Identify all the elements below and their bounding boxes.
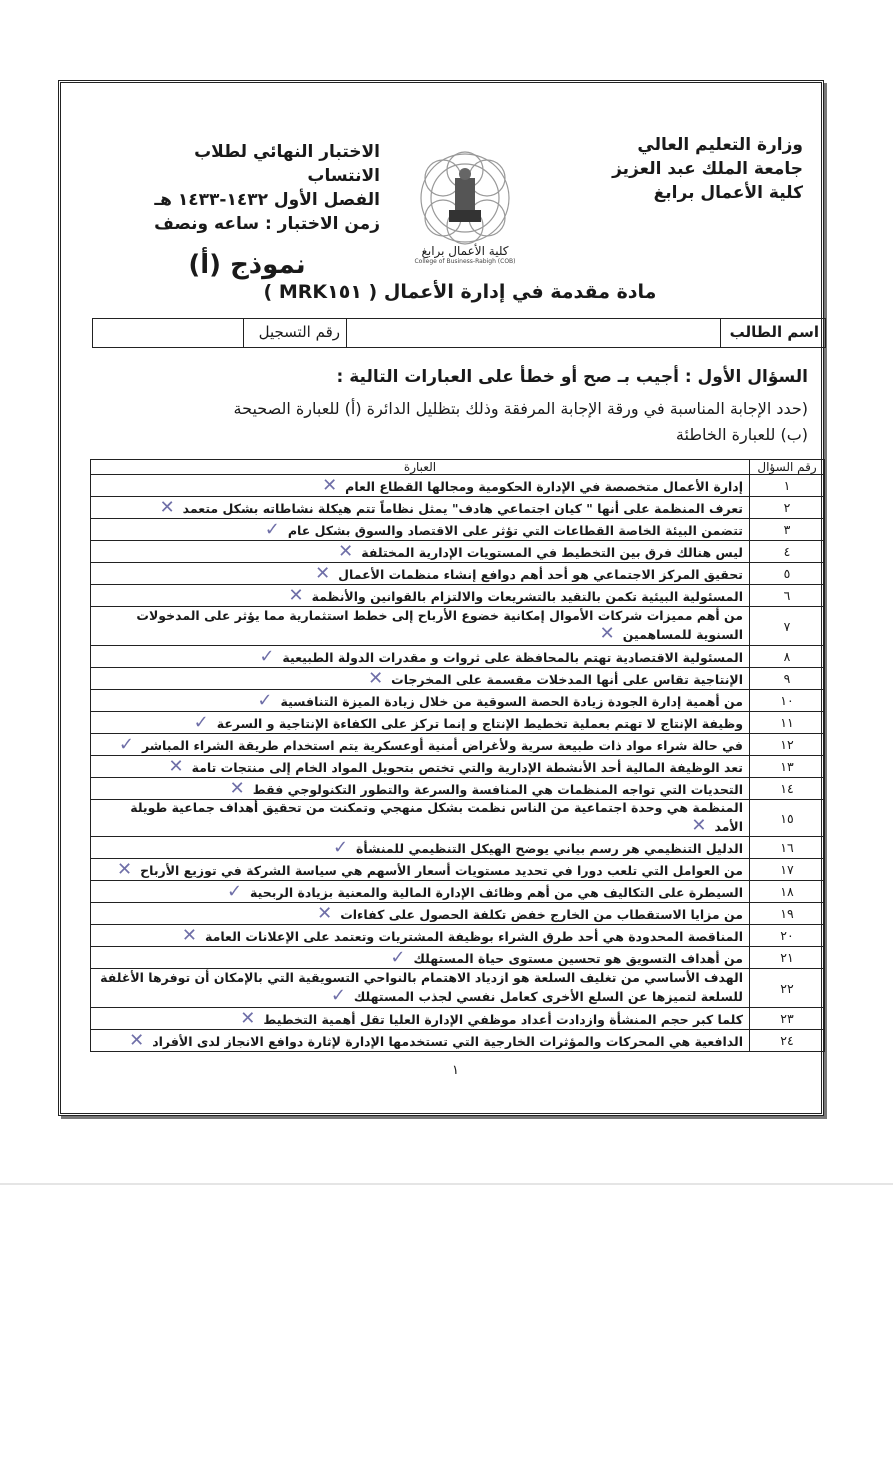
question-text-cell (91, 881, 750, 903)
check-mark-icon: ✓ (257, 690, 273, 711)
cross-mark-icon: ✕ (240, 1008, 256, 1029)
question-number: ٢١ (750, 947, 825, 969)
exam-semester: الفصل الأول ١٤٣٢-١٤٣٣ هـ (154, 190, 380, 210)
exam-header (120, 140, 380, 236)
question-instructions (108, 396, 808, 448)
question-text-cell (91, 646, 750, 668)
registration-label: رقم التسجيل (243, 319, 346, 347)
table-row (91, 541, 825, 563)
question-text: من العوامل التي تلعب دورا في تحديد مستويات أسعار الأسهم هي سياسة الشركة في توزيع الأرباح (140, 863, 743, 878)
logo-caption-arabic: كلية الأعمال برابغ (421, 244, 509, 258)
cross-mark-icon: ✕ (322, 475, 338, 496)
question-number: ٥ (750, 563, 825, 585)
table-row (91, 1008, 825, 1030)
instruction-line-2: (ب) للعبارة الخاطئة (675, 425, 808, 444)
question-text-cell (91, 837, 750, 859)
cross-mark-icon: ✕ (181, 925, 198, 946)
table-row (91, 646, 825, 668)
question-text-cell (91, 1008, 750, 1030)
cross-mark-icon: ✕ (599, 623, 615, 644)
exam-title: الاختبار النهائي لطلاب الانتساب (194, 142, 380, 186)
questions-table (90, 459, 825, 1052)
cross-mark-icon: ✕ (338, 541, 354, 562)
question-number: ١٠ (750, 690, 825, 712)
table-row (91, 607, 825, 646)
question-number: ١٢ (750, 734, 825, 756)
cross-mark-icon: ✕ (229, 778, 245, 799)
table-row (91, 1030, 825, 1052)
question-text-cell (91, 497, 750, 519)
check-mark-icon: ✓ (264, 519, 280, 540)
question-text-cell (91, 859, 750, 881)
table-row (91, 778, 825, 800)
check-mark-icon: ✓ (332, 837, 349, 858)
question-number: ٩ (750, 668, 825, 690)
table-row (91, 475, 825, 497)
question-number: ١٦ (750, 837, 825, 859)
question-text: في حالة شراء مواد ذات طبيعة سرية ولأغراض أمنية أوعسكرية يتم استخدام طريقة الشراء المباشر (141, 738, 743, 753)
registration-field[interactable] (93, 319, 243, 347)
table-row (91, 800, 825, 837)
question-text: تعرف المنظمة على أنها " كيان اجتماعي هادف" يمثل نظاماً تتم هيكلة نشاطاته بشكل متعمد (182, 501, 743, 516)
question-text: كلما كبر حجم المنشأة وازدادت أعداد موظفي الإدارة العليا تقل أهمية التخطيط (263, 1012, 743, 1027)
table-row (91, 563, 825, 585)
table-row (91, 881, 825, 903)
table-row (91, 756, 825, 778)
exam-model: نموذج (أ) (188, 250, 306, 280)
cross-mark-icon: ✕ (117, 859, 133, 880)
question-number: ٦ (750, 585, 825, 607)
question-text: من أهم مميزات شركات الأموال إمكانية خضوع الأرباح إلى خطط استثمارية مما يؤثر على المدخولات السنوية للمساهمين (136, 608, 743, 642)
table-row (91, 668, 825, 690)
table-row (91, 925, 825, 947)
logo-caption (395, 244, 535, 265)
cross-mark-icon: ✕ (317, 903, 333, 924)
student-name-field[interactable] (346, 319, 720, 347)
cross-mark-icon: ✕ (168, 756, 184, 777)
question-title: السؤال الأول : أجيب بـ صح أو خطأ على العبارات التالية : (336, 367, 808, 387)
question-text: تعد الوظيفة المالية أحد الأنشطة الإدارية والتي تختص بتحويل المواد الخام إلى منتجات تامة (191, 760, 743, 775)
course-title: مادة مقدمة في إدارة الأعمال ( MRK١٥١ ) (263, 281, 657, 303)
check-mark-icon: ✓ (330, 985, 346, 1006)
table-row (91, 734, 825, 756)
table-row (91, 712, 825, 734)
question-text: تحقيق المركز الاجتماعي هو أحد أهم دوافع إنشاء منظمات الأعمال (338, 567, 743, 582)
question-number: ١٤ (750, 778, 825, 800)
question-number: ٢ (750, 497, 825, 519)
question-number: ٢٠ (750, 925, 825, 947)
question-text: التحديات التي تواجه المنظمات هي المنافسة والسرعة والتطور التكنولوجي فقط (252, 782, 743, 797)
question-text-cell (91, 668, 750, 690)
question-text: الهدف الأساسي من تغليف السلعة هو ازدياد الاهتمام بالنواحي التسويقية التي بالإمكان أن توفرها الأغلفة للسلعة لتميزها عن السلع الأخرى كعامل نفسي لجذب المستهلك (100, 970, 743, 1004)
university-name: جامعة الملك عبد العزيز (612, 159, 803, 179)
question-number: ٢٣ (750, 1008, 825, 1030)
ministry-name: وزارة التعليم العالي (637, 135, 803, 155)
cross-mark-icon: ✕ (368, 668, 384, 689)
question-text-cell (91, 585, 750, 607)
question-text-cell (91, 800, 750, 837)
logo-caption-english: College of Business-Rabigh (COB) (414, 258, 516, 265)
table-row (91, 690, 825, 712)
question-text: المناقصة المحدودة هي أحد طرق الشراء بوظيفة المشتريات وتعتمد على الإعلانات العامة (205, 929, 743, 944)
question-number: ٤ (750, 541, 825, 563)
question-text: الدافعية هي المحركات والمؤثرات الخارجية التي تستخدمها الإدارة لإثارة دوافع الانجاز لدى الأفراد (152, 1034, 743, 1049)
question-text: وظيفة الإنتاج لا تهتم بعملية تخطيط الإنتاج و إنما تركز على الكفاءة الإنتاجية و السرعة (216, 716, 743, 731)
question-text-cell (91, 778, 750, 800)
question-text-cell (91, 734, 750, 756)
exam-duration: زمن الاختبار : ساعه ونصف (154, 214, 380, 234)
question-text-cell (91, 541, 750, 563)
question-text: من أهمية إدارة الجودة زيادة الحصة السوقية من خلال زيادة الميزة التنافسية (280, 694, 743, 709)
question-text-cell (91, 947, 750, 969)
question-text: المسئولية البيئية تكمن بالتقيد بالتشريعات والالتزام بالقوانين والأنظمة (311, 589, 743, 604)
question-text-cell (91, 712, 750, 734)
question-text: المسئولية الاقتصادية تهتم بالمحافظة على ثروات و مقدرات الدولة الطبيعية (282, 650, 743, 665)
check-mark-icon: ✓ (226, 881, 243, 902)
table-row (91, 519, 825, 541)
table-row (91, 837, 825, 859)
question-number: ١٣ (750, 756, 825, 778)
question-number: ٢٤ (750, 1030, 825, 1052)
question-text-cell (91, 969, 750, 1008)
cross-mark-icon: ✕ (288, 585, 304, 606)
instruction-line-1: (حدد الإجابة المناسبة في ورقة الإجابة المرفقة وذلك بتظليل الدائرة (أ) للعبارة الصحيحة (233, 399, 808, 418)
check-mark-icon: ✓ (390, 947, 406, 968)
table-row (91, 903, 825, 925)
question-number: ٨ (750, 646, 825, 668)
question-text: تتضمن البيئة الخاصة القطاعات التي تؤثر على الاقتصاد والسوق بشكل عام (287, 523, 743, 538)
question-text: من أهداف التسويق هو تحسين مستوى حياة المستهلك (413, 951, 743, 966)
question-number: ١١ (750, 712, 825, 734)
question-number: ٣ (750, 519, 825, 541)
student-info-bar (92, 318, 826, 348)
question-text: الدليل التنظيمي هر رسم بياني يوضح الهيكل التنظيمي للمنشأة (356, 841, 743, 856)
question-text-cell (91, 607, 750, 646)
cross-mark-icon: ✕ (315, 563, 331, 584)
question-text-cell (91, 1030, 750, 1052)
question-text-cell (91, 925, 750, 947)
check-mark-icon: ✓ (193, 712, 209, 733)
question-text-cell (91, 519, 750, 541)
question-text: المنظمة هي وحدة اجتماعية من الناس نظمت بشكل منهجي وتمكنت من تحقيق أهداف جماعية طويلة الأمد (130, 800, 743, 834)
question-number: ١٧ (750, 859, 825, 881)
question-text: إدارة الأعمال متخصصة في الإدارة الحكومية ومجالها القطاع العام (345, 479, 743, 494)
question-text: ليس هنالك فرق بين التخطيط في المستويات الإدارية المختلفة (361, 545, 743, 560)
question-text-cell (91, 475, 750, 497)
question-number: ١٨ (750, 881, 825, 903)
page-number: ١ (452, 1063, 459, 1078)
student-name-label: اسم الطالب (720, 319, 825, 347)
college-emblem-icon (405, 148, 525, 248)
college-name: كلية الأعمال برابغ (653, 183, 803, 203)
institution-header (563, 133, 803, 205)
question-number: ١ (750, 475, 825, 497)
question-text-cell (91, 756, 750, 778)
question-text: الإنتاجية تقاس على أنها المدخلات مقسمة على المخرجات (391, 672, 743, 687)
table-row (91, 585, 825, 607)
cross-mark-icon: ✕ (691, 815, 707, 836)
col-header-num: رقم السؤال (750, 460, 825, 475)
scan-edge (0, 1183, 893, 1185)
table-row (91, 497, 825, 519)
col-header-text: العبارة (91, 460, 750, 475)
check-mark-icon: ✓ (259, 646, 275, 667)
question-number: ١٥ (750, 800, 825, 837)
cross-mark-icon: ✕ (159, 497, 175, 518)
question-number: ١٩ (750, 903, 825, 925)
question-text: السيطرة على التكاليف هي من أهم وظائف الإدارة المالية والمعنية بزيادة الربحية (250, 885, 743, 900)
questions-body (91, 475, 825, 1052)
question-text: من مزايا الاستقطاب من الخارج خفض تكلفة الحصول على كفاءات (340, 907, 743, 922)
question-text-cell (91, 563, 750, 585)
question-text-cell (91, 903, 750, 925)
question-number: ٢٢ (750, 969, 825, 1008)
question-text-cell (91, 690, 750, 712)
check-mark-icon: ✓ (118, 734, 134, 755)
table-row (91, 947, 825, 969)
cross-mark-icon: ✕ (129, 1030, 145, 1051)
table-row (91, 969, 825, 1008)
table-row (91, 859, 825, 881)
question-number: ٧ (750, 607, 825, 646)
